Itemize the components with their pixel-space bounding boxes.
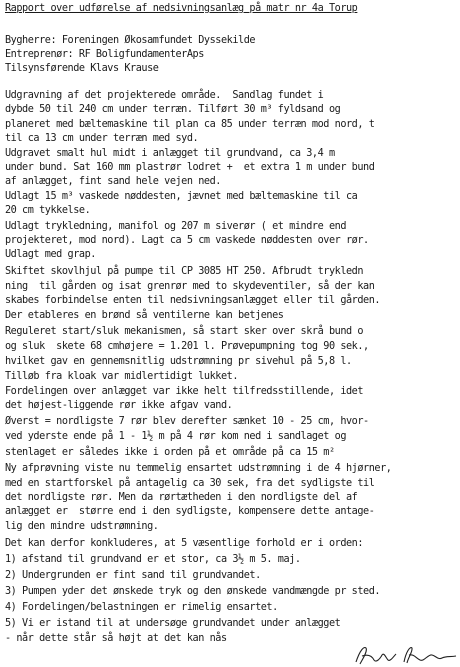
body-line: hvilket gav en gennemsnitlig udstrømning pr sivehul på 5,8 l. bbox=[5, 356, 352, 367]
body-line: det højest-liggende rør ikke afgav vand. bbox=[5, 400, 233, 411]
header-entreprenor: Entreprenør: RF BoligfundamenterAps bbox=[5, 49, 204, 60]
body-line: ved yderste ende på 1 - 1½ m på 4 rør kom ned i sandlaget og bbox=[5, 431, 347, 442]
body-line: planeret med bæltemaskine til plan ca 85 under terræn mod nord, t bbox=[5, 119, 375, 130]
report-title: Rapport over udførelse af nedsivningsanlæg på matr nr 4a Torup bbox=[5, 3, 358, 14]
body-line: Tilløb fra kloak var midlertidigt lukket. bbox=[5, 371, 239, 382]
body-line: det nordligste rør. Men da rørtætheden i den nordligste del af bbox=[5, 492, 358, 503]
body-line: Skiftet skovlhjul på pumpe til CP 3085 HT 250. Afbrudt trykledn bbox=[5, 266, 364, 277]
body-line: Udlagt 15 m³ vaskede nøddesten, jævnet med bæltemaskine til ca bbox=[5, 191, 358, 202]
body-line: 2) Undergrunden er fint sand til grundvandet. bbox=[5, 570, 261, 581]
body-line: Udlagt med grap. bbox=[5, 249, 96, 260]
body-line: lig den mindre udstrømning. bbox=[5, 521, 159, 532]
body-line: med en startforskel på antagelig ca 30 sek, fra det sydligste til bbox=[5, 478, 375, 489]
body-line: Reguleret start/sluk mekanismen, så start sker over skrå bund o bbox=[5, 326, 364, 337]
body-line: og sluk skete 68 cmhøjere = 1.201 l. Prøvepumpning tog 90 sek., bbox=[5, 341, 369, 352]
header-tilsyn: Tilsynsførende Klavs Krause bbox=[5, 63, 159, 74]
body-line: Det kan derfor konkluderes, at 5 væsentlige forhold er i orden: bbox=[5, 538, 364, 549]
body-line: under bund. Sat 160 mm plastrør lodret + et extra 1 m under bund bbox=[5, 162, 375, 173]
body-line: dybde 50 til 240 cm under terræn. Tilført 30 m³ fyldsand og bbox=[5, 104, 341, 115]
body-line: Udgravet smalt hul midt i anlægget til grundvand, ca 3,4 m bbox=[5, 148, 335, 159]
body-line: Ny afprøvning viste nu temmelig ensartet udstrømning i de 4 hjørner, bbox=[5, 463, 392, 474]
body-line: Øverst = nordligste 7 rør blev derefter sænket 10 - 25 cm, hvor- bbox=[5, 416, 369, 427]
body-line: Udlagt trykledning, manifol og 207 m siverør ( et mindre end bbox=[5, 221, 347, 232]
body-line: Fordelingen over anlægget var ikke helt tilfredsstillende, idet bbox=[5, 386, 364, 397]
body-line: 4) Fordelingen/belastningen er rimelig ensartet. bbox=[5, 602, 278, 613]
body-line: 5) Vi er istand til at undersøge grundvandet under anlægget bbox=[5, 618, 341, 629]
body-line: - når dette står så højt at det kan nås bbox=[5, 633, 227, 644]
body-line: skabes forbindelse enten til nedsivningsanlægget eller til gården. bbox=[5, 295, 381, 306]
header-bygherre: Bygherre: Foreningen Økosamfundet Dyssekilde bbox=[5, 35, 256, 46]
body-line: projekteret, mod nord). Lagt ca 5 cm vaskede nøddesten over rør. bbox=[5, 235, 369, 246]
body-line: ning til gården og isat grenrør med to skydeventiler, så der kan bbox=[5, 281, 375, 292]
body-line: Der etableres en brønd så ventilerne kan betjenes bbox=[5, 310, 284, 321]
body-line: 3) Pumpen yder det ønskede tryk og den ønskede vandmængde pr sted. bbox=[5, 586, 381, 597]
body-line: anlægget er større end i den sydligste, kompensere dette antage- bbox=[5, 506, 375, 517]
body-line: stenlaget er således ikke i orden på et område på ca 15 m² bbox=[5, 447, 335, 458]
body-line: 1) afstand til grundvand er et stor, ca 3½ m 5. maj. bbox=[5, 554, 301, 565]
body-line: til ca 13 cm under terræn med syd. bbox=[5, 133, 199, 144]
body-line: 20 cm tykkelse. bbox=[5, 205, 91, 216]
body-line: af anlægget, fint sand hele vejen ned. bbox=[5, 176, 221, 187]
handwritten-signature bbox=[350, 642, 460, 667]
body-line: Udgravning af det projekterede område. Sandlag fundet i bbox=[5, 90, 324, 101]
